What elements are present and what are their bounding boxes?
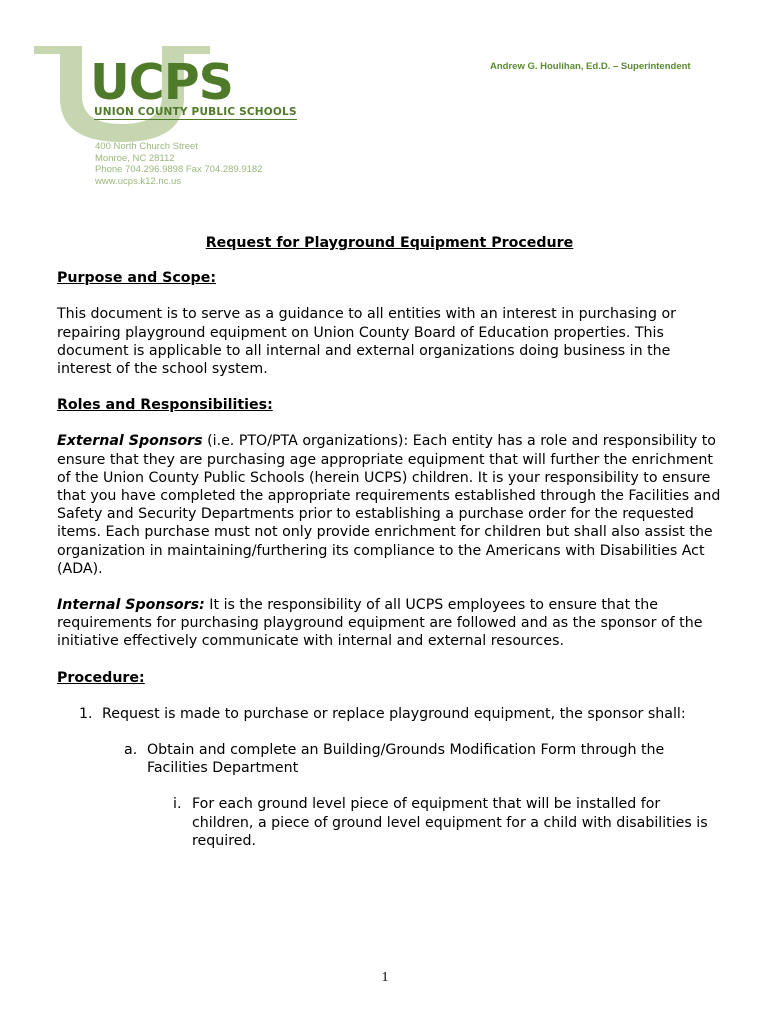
step-1a-text: Obtain and complete an Building/Grounds Modification Form through the Facilities Department <box>147 742 665 777</box>
internal-sponsors-term: Internal Sponsors: <box>57 597 205 614</box>
address-city: Monroe, NC 28112 <box>95 152 175 164</box>
roles-heading: Roles and Responsibilities: <box>57 397 273 414</box>
procedure-step-1a-i <box>57 795 722 850</box>
external-sponsors-text: (i.e. PTO/PTA organizations): Each entity has a role and responsibility to ensure that they are purchasing age appropriate equipment that will further the enrichment of the Union County Public Schools (herein UCPS) children. It is your responsibility to ensure that you have completed the appropriate requirements established through the Facilities and Safety and Security Departments prior to establishing a purchase order for the requested items. Each purchase must not only provide enrichment for children but shall also assist the organization in maintaining/furthering its compliance to the Americans with Disabilities Act (ADA). <box>57 433 721 577</box>
purpose-paragraph: This document is to serve as a guidance to all entities with an interest in purchasing or repairing playground equipment on Union County Board of Education properties. This document is applicable to all internal and external organizations doing business in the interest of the school system. <box>57 306 676 378</box>
address-website: www.ucps.k12.nc.us <box>95 175 182 187</box>
address-street: 400 North Church Street <box>95 141 198 152</box>
superintendent-name: Andrew G. Houlihan, Ed.D. – Superintendent <box>490 61 691 72</box>
document-body <box>57 234 722 850</box>
step-1-marker: 1. <box>79 705 93 722</box>
address-block <box>95 141 262 187</box>
external-sponsors-term: External Sponsors <box>57 433 203 450</box>
letterhead <box>0 0 770 200</box>
internal-sponsors-paragraph <box>57 596 722 651</box>
document-title: Request for Playground Equipment Procedure <box>205 235 574 251</box>
procedure-step-1a <box>57 741 722 777</box>
page-number: 1 <box>381 970 389 985</box>
step-1a-i-text: For each ground level piece of equipment that will be installed for children, a piece of ground level equipment for a child with disabilities is required. <box>192 796 708 849</box>
address-phone-fax: Phone 704.296.9898 Fax 704.289.9182 <box>95 164 263 175</box>
purpose-heading: Purpose and Scope: <box>57 270 216 287</box>
procedure-step-1 <box>57 705 722 723</box>
step-1a-marker: a. <box>124 742 138 759</box>
internal-sponsors-text: It is the responsibility of all UCPS employees to ensure that the requirements for purchasing playground equipment are followed and as the sponsor of the initiative effectively communicate with internal and external resources. <box>57 597 703 650</box>
logo-wordmark: UCPS <box>90 54 233 111</box>
procedure-heading: Procedure: <box>57 669 145 686</box>
step-1a-i-marker: i. <box>173 796 182 813</box>
logo-subtitle: UNION COUNTY PUBLIC SCHOOLS <box>94 106 297 118</box>
step-1-text: Request is made to purchase or replace playground equipment, the sponsor shall: <box>102 705 686 722</box>
external-sponsors-paragraph <box>57 432 722 578</box>
